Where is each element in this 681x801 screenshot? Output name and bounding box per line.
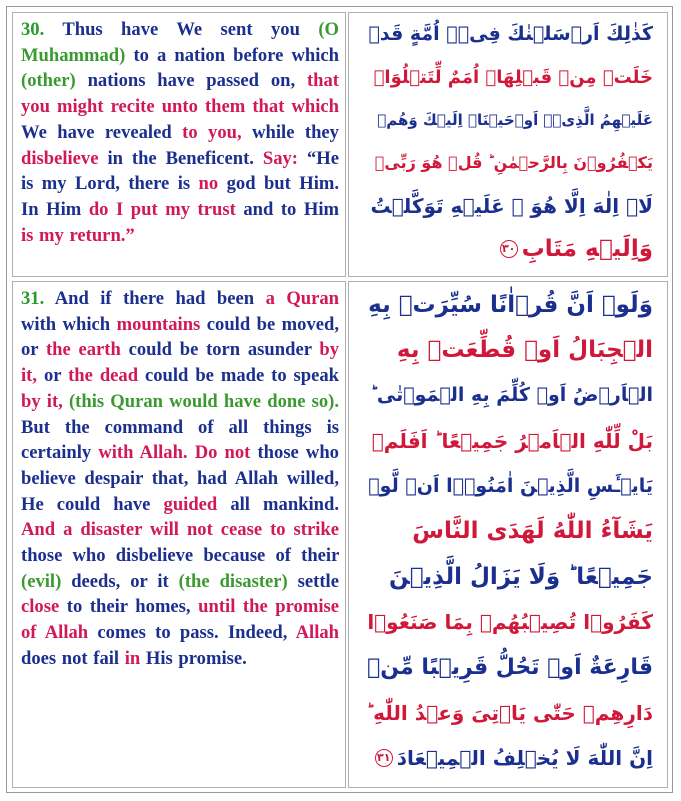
translation-segment: mountains bbox=[116, 313, 201, 335]
translation-segment: And a disaster will not cease to strike bbox=[21, 519, 339, 541]
translation-segment: (the disaster) bbox=[178, 570, 288, 592]
translation-segment: could be moved, or bbox=[21, 313, 339, 361]
translation-segment: to you, bbox=[182, 121, 242, 143]
arabic-text: كَذٰلِكَ اَرۡسَلۡنٰكَ فِىۡۤ اُمَّةٍ قَدۡ bbox=[368, 23, 653, 46]
translation-segment: in bbox=[124, 647, 141, 669]
translation-segment: those who disbelieve because of their bbox=[21, 545, 339, 567]
translation-segment: Thus have We sent you bbox=[62, 19, 300, 40]
arabic-line bbox=[363, 282, 653, 327]
translation-segment: by it, bbox=[21, 390, 63, 412]
translation-segment: guided bbox=[163, 493, 218, 515]
arabic-text: كَفَرُوۡا تُصِيۡبُهُمۡ بِمَا صَنَعُوۡا bbox=[367, 610, 653, 635]
arabic-text: وَاِلَيۡهِ مَتَابِ bbox=[521, 235, 653, 262]
translation-segment: does not fail bbox=[21, 647, 120, 669]
ayah-end-marker: ٣١ bbox=[375, 749, 393, 767]
translation-segment: “He is my Lord, there is bbox=[21, 147, 339, 195]
translation-segment: or bbox=[43, 365, 62, 387]
translation-segment: no bbox=[198, 173, 219, 195]
arabic-line bbox=[363, 463, 653, 508]
translation-segment: god but Him. In Him bbox=[21, 173, 340, 220]
translation-segment: is my return.” bbox=[21, 224, 135, 246]
verse-31-arabic bbox=[349, 282, 667, 781]
arabic-text: دَارِهِمۡ حَتّٰى يَاۡتِىَ وَعۡدُ اللّٰهِ​ ؕ bbox=[366, 700, 653, 725]
arabic-line bbox=[363, 227, 653, 270]
arabic-line bbox=[363, 184, 653, 227]
arabic-text: اِنَّ اللّٰهَ لَا يُخۡلِفُ الۡمِيۡعَادَ bbox=[396, 746, 653, 771]
arabic-line bbox=[363, 13, 653, 56]
arabic-line bbox=[363, 418, 653, 463]
ayah-end-marker: ٣٠ bbox=[500, 240, 518, 258]
arabic-line bbox=[363, 327, 653, 372]
translation-segment: deeds, or it bbox=[71, 570, 169, 592]
translation-segment: nations have passed on, bbox=[87, 70, 296, 92]
translation-segment: close bbox=[21, 596, 60, 618]
translation-segment: disbelieve bbox=[21, 147, 99, 169]
verse-number: 30. bbox=[21, 19, 45, 40]
verse-30-arabic-cell bbox=[348, 12, 668, 277]
translation-segment: Say: bbox=[262, 147, 299, 169]
arabic-text: خَلَتۡ مِنۡ قَبۡلِهَاۤ اُمَمٌ لِّتَتۡلُوَا۟ bbox=[373, 66, 653, 88]
translation-segment: (this Quran would have done so). bbox=[68, 390, 339, 412]
translation-segment: could be made to speak bbox=[145, 365, 340, 387]
verse-31-translation bbox=[13, 282, 345, 672]
translation-segment: His promise. bbox=[145, 647, 247, 669]
translation-segment: while they bbox=[252, 121, 339, 143]
translation-segment: (other) bbox=[21, 70, 76, 92]
arabic-line bbox=[363, 141, 653, 184]
translation-segment: and to Him bbox=[243, 198, 340, 220]
translation-segment: We have revealed bbox=[21, 121, 172, 143]
verse-31-english-cell bbox=[12, 281, 346, 788]
translation-segment: all mankind. bbox=[230, 493, 340, 515]
arabic-line bbox=[363, 509, 653, 554]
arabic-text: وَلَوۡ اَنَّ قُرۡاٰنًا سُيِّرَتۡ بِهِ bbox=[368, 291, 653, 318]
translation-segment: by it, bbox=[21, 339, 340, 387]
translation-segment: (O Muhammad) bbox=[21, 19, 339, 66]
translation-segment: until the promise of Allah bbox=[21, 596, 339, 644]
translation-segment: that you might recite unto them bbox=[21, 70, 339, 118]
arabic-text: بَلْ لِّلّٰهِ الۡاَمۡرُ جَمِيۡعًا​ ؕ اَفَلَمۡ bbox=[371, 428, 653, 453]
arabic-line bbox=[363, 600, 653, 645]
translation-segment: the earth bbox=[45, 339, 121, 361]
arabic-text: جَمِيۡعًا​ ؕ وَلَا يَزَالُ الَّذِيۡنَ bbox=[389, 563, 653, 590]
translation-segment: Allah bbox=[295, 622, 339, 644]
translation-segment: But the command of all things is certainly bbox=[21, 416, 339, 464]
verse-31-arabic-cell bbox=[348, 281, 668, 788]
arabic-line bbox=[363, 56, 653, 99]
arabic-line bbox=[363, 99, 653, 142]
arabic-line bbox=[363, 736, 653, 781]
arabic-line bbox=[363, 645, 653, 690]
verse-number: 31. bbox=[21, 288, 45, 309]
translation-segment: a Quran bbox=[265, 288, 340, 309]
arabic-text: يَكۡفُرُوۡنَ بِالرَّحۡمٰنِ​ ؕ قُلۡ هُوَ رَبِّىۡ bbox=[374, 153, 653, 173]
translation-segment: that which bbox=[252, 96, 339, 118]
arabic-text: لَاۤ اِلٰهَ اِلَّا هُوَ​ ۚ عَلَيۡهِ تَوَكَّلۡتُ bbox=[370, 193, 653, 218]
arabic-line bbox=[363, 690, 653, 735]
arabic-text: قَارِعَةٌ اَوۡ تَحُلُّ قَرِيۡبًا مِّنۡ bbox=[367, 655, 653, 681]
verse-30-translation bbox=[13, 13, 345, 248]
verse-30-english-cell bbox=[12, 12, 346, 277]
translation-segment: comes to pass. Indeed, bbox=[97, 622, 288, 644]
translation-segment: Do not bbox=[194, 442, 251, 464]
arabic-text: عَلَيۡهِمُ الَّذِىۡۤ اَوۡحَيۡنَاۤ اِلَيۡكَ وَهُمۡ bbox=[377, 111, 653, 130]
arabic-line bbox=[363, 554, 653, 599]
translation-segment: settle bbox=[297, 570, 339, 592]
translation-segment: with which bbox=[21, 313, 111, 335]
translation-segment: to a nation before which bbox=[133, 44, 339, 66]
translation-segment: could be torn asunder bbox=[128, 339, 312, 361]
translation-segment: And if there had been bbox=[54, 288, 255, 309]
translation-segment: those who believe despair that, had Allah willed, He could have bbox=[21, 442, 339, 515]
arabic-line bbox=[363, 373, 653, 418]
translation-segment: with Allah. bbox=[98, 442, 188, 464]
translation-segment: in the Beneficent. bbox=[107, 147, 254, 169]
arabic-text: الۡجِبَالُ اَوۡ قُطِّعَتۡ بِهِ bbox=[396, 337, 653, 364]
arabic-text: يَشَآءُ اللّٰهُ لَهَدَى النَّاسَ bbox=[412, 518, 653, 545]
translation-segment: to their homes, bbox=[66, 596, 191, 618]
translation-segment: (evil) bbox=[21, 570, 62, 592]
verse-30-arabic bbox=[349, 13, 667, 270]
arabic-text: الۡاَرۡضُ اَوۡ كُلِّمَ بِهِ الۡمَوۡتٰى​ ؕ bbox=[370, 384, 653, 407]
translation-segment: do I put my trust bbox=[88, 198, 236, 220]
translation-segment: the dead bbox=[68, 365, 139, 387]
verse-table bbox=[6, 6, 673, 793]
arabic-text: يَايۡـَٔسِ الَّذِيۡنَ اٰمَنُوۡۤا اَنۡ لَّوۡ bbox=[368, 475, 653, 498]
